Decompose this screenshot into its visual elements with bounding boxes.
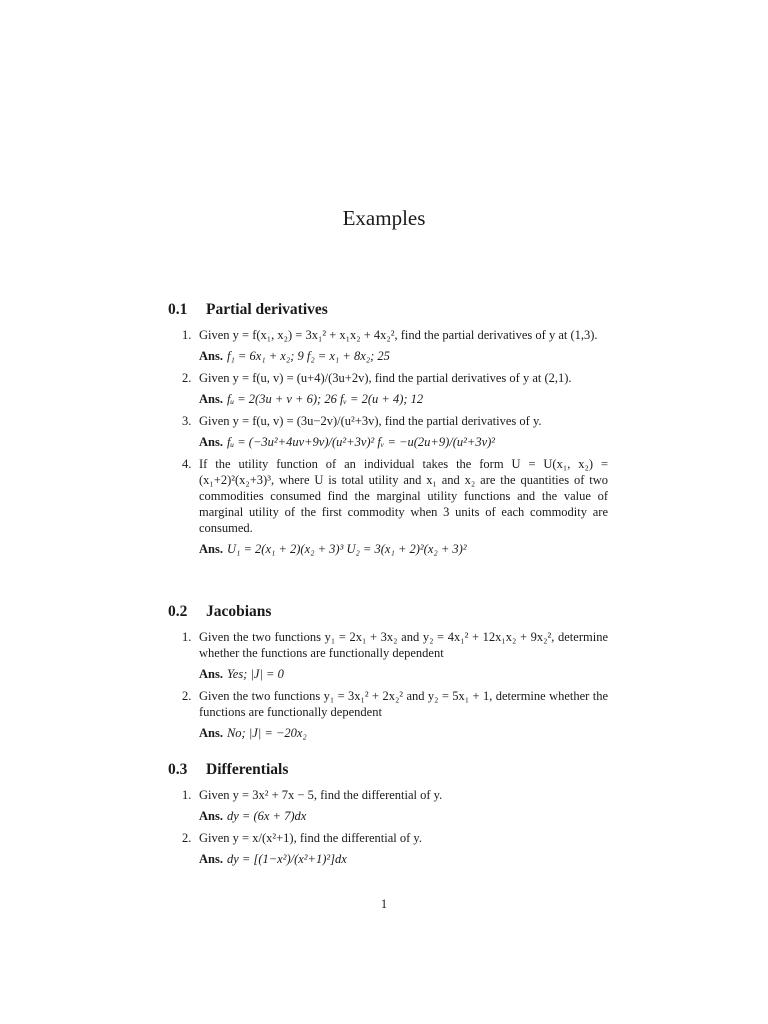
question-text: Given the two functions y₁ = 3x₁² + 2x₂² and y₂ = 5x₁ + 1, determine whether the functions are functionally dependent xyxy=(199,689,608,719)
answer-label: Ans. xyxy=(199,542,223,556)
example-list xyxy=(168,327,608,557)
answer-line xyxy=(199,391,608,407)
answer-line xyxy=(199,808,608,824)
item-number: 4. xyxy=(182,457,192,471)
answer-label: Ans. xyxy=(199,392,223,406)
answer-text: No; |J| = −20x₂ xyxy=(226,726,307,740)
item-number: 1. xyxy=(182,328,192,342)
section-title: Partial derivatives xyxy=(206,301,328,318)
question-text: Given y = 3x² + 7x − 5, find the differential of y. xyxy=(199,788,443,802)
item-number: 2. xyxy=(182,831,192,845)
answer-label: Ans. xyxy=(199,726,223,740)
answer-line xyxy=(199,348,608,364)
example-list xyxy=(168,787,608,867)
item-number: 2. xyxy=(182,371,192,385)
list-item xyxy=(168,413,608,450)
answer-text: fᵤ = 2(3u + v + 6); 26 fᵥ = 2(u + 4); 12 xyxy=(226,392,424,406)
list-item xyxy=(168,327,608,364)
question-text: Given y = f(x₁, x₂) = 3x₁² + x₁x₂ + 4x₂², find the partial derivatives of y at (1,3). xyxy=(199,328,598,342)
answer-line xyxy=(199,541,608,557)
section-jacobians xyxy=(168,603,608,747)
section-heading xyxy=(168,603,608,621)
section-partial-derivatives xyxy=(168,301,608,563)
list-item xyxy=(168,830,608,867)
question-text: Given y = f(u, v) = (u+4)/(3u+2v), find the partial derivatives of y at (2,1). xyxy=(199,371,572,385)
answer-label: Ans. xyxy=(199,349,223,363)
answer-label: Ans. xyxy=(199,852,223,866)
question-text: Given y = f(u, v) = (3u−2v)/(u²+3v), find the partial derivatives of y. xyxy=(199,414,542,428)
answer-line xyxy=(199,666,608,682)
answer-text: dy = (6x + 7)dx xyxy=(226,809,307,823)
section-title: Jacobians xyxy=(206,603,272,620)
section-differentials xyxy=(168,761,608,873)
page-number: 1 xyxy=(380,897,388,911)
item-number: 1. xyxy=(182,630,192,644)
section-heading xyxy=(168,301,608,319)
answer-text: fᵤ = (−3u²+4uv+9v)/(u²+3v)² fᵥ = −u(2u+9)/(u²+3v)² xyxy=(226,435,496,449)
item-number: 2. xyxy=(182,689,192,703)
answer-line xyxy=(199,434,608,450)
list-item xyxy=(168,456,608,557)
list-item xyxy=(168,787,608,824)
answer-text: U₁ = 2(x₁ + 2)(x₂ + 3)³ U₂ = 3(x₁ + 2)²(x₂ + 3)² xyxy=(226,542,467,556)
list-item xyxy=(168,370,608,407)
item-number: 1. xyxy=(182,788,192,802)
question-text: If the utility function of an individual takes the form U = U(x₁, x₂) = (x₁+2)²(x₂+3)³, where U is total utility and x₁ and x₂ are the quantities of two commodities consumed find the marginal utility functions and the value of marginal utility of the first commodity when 3 units of each commodity are consumed. xyxy=(199,457,608,535)
answer-text: Yes; |J| = 0 xyxy=(226,667,284,681)
section-number: 0.3 xyxy=(168,761,188,778)
question-text: Given y = x/(x²+1), find the differential of y. xyxy=(199,831,422,845)
section-title: Differentials xyxy=(206,761,289,778)
answer-line xyxy=(199,725,608,741)
example-list xyxy=(168,629,608,741)
answer-label: Ans. xyxy=(199,667,223,681)
section-heading xyxy=(168,761,608,779)
item-number: 3. xyxy=(182,414,192,428)
list-item xyxy=(168,688,608,741)
page-title: Examples xyxy=(342,206,426,230)
answer-label: Ans. xyxy=(199,809,223,823)
section-number: 0.1 xyxy=(168,301,188,318)
answer-line xyxy=(199,851,608,867)
answer-text: f₁ = 6x₁ + x₂; 9 f₂ = x₁ + 8x₂; 25 xyxy=(226,349,390,363)
list-item xyxy=(168,629,608,682)
question-text: Given the two functions y₁ = 2x₁ + 3x₂ and y₂ = 4x₁² + 12x₁x₂ + 9x₂², determine whether the functions are functionally dependent xyxy=(199,630,608,660)
answer-label: Ans. xyxy=(199,435,223,449)
answer-text: dy = [(1−x²)/(x²+1)²]dx xyxy=(226,852,347,866)
section-number: 0.2 xyxy=(168,603,188,620)
